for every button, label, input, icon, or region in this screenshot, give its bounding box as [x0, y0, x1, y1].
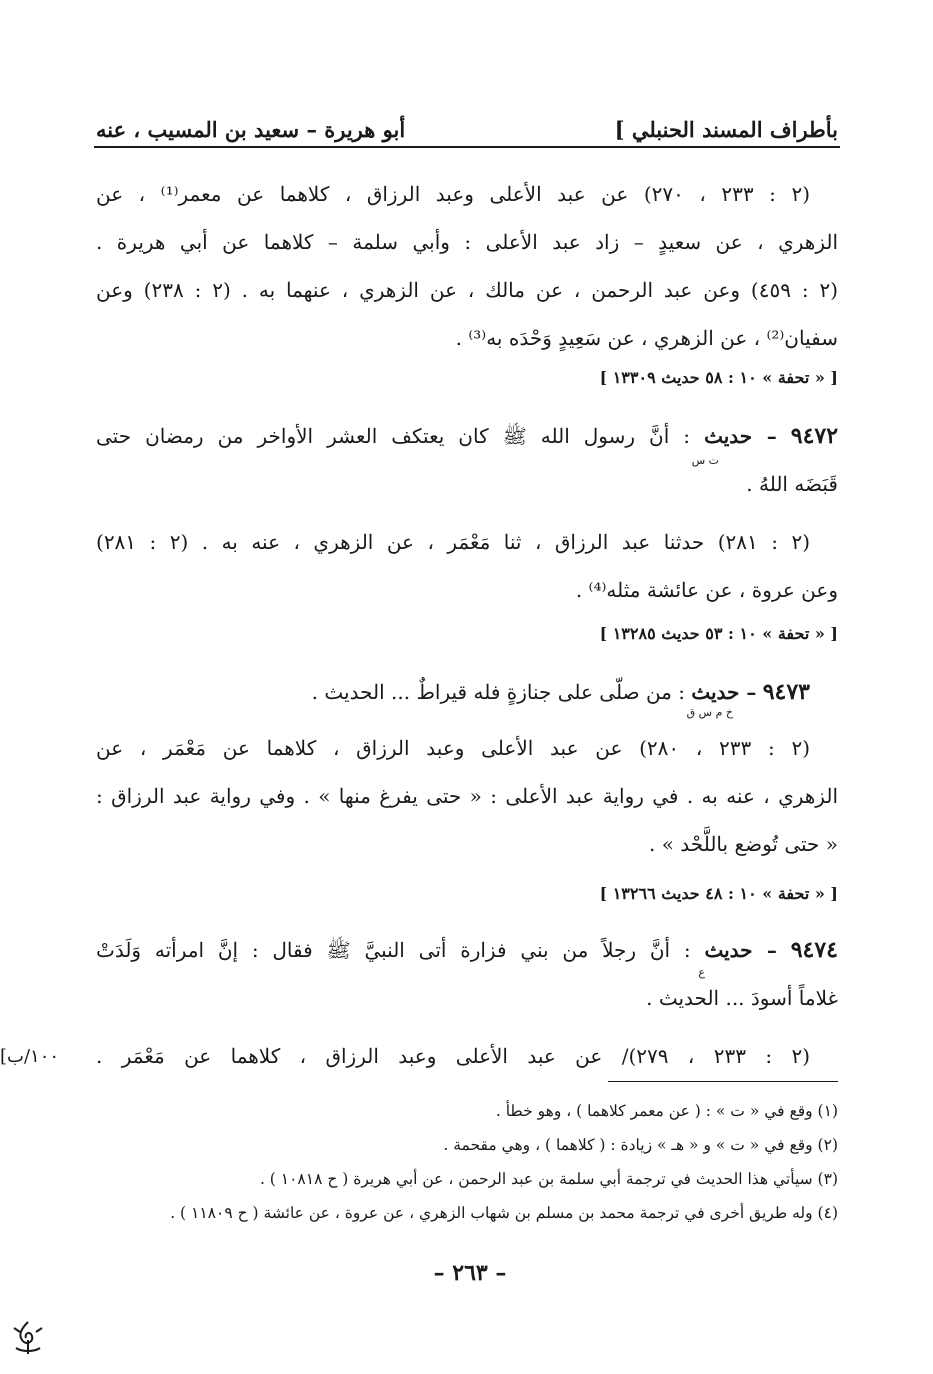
header-book-title: بأطراف المسند الحنبلي ]	[614, 117, 838, 142]
tuhfa-reference: [ « تحفة » ١٠ : ٥٣ حديث ١٣٢٨٥ ]	[599, 624, 838, 643]
text-line: (٢ : ٢٣٣ ، ٢٨٠) عن عبد الأعلى وعبد الرزاق ، كلاهما عن مَعْمَر ، عن	[96, 736, 811, 760]
footnote: (٣) سيأتي هذا الحديث في ترجمة أبي سلمة بن عبد الرحمن ، عن أبي هريرة ( ح ١٠٨١٨ ) .	[259, 1170, 838, 1188]
text-line: سفيان⁽²⁾ ، عن الزهري ، عن سَعِيدٍ وَحْدَه به⁽³⁾ .	[455, 326, 838, 350]
footnote: (٢) وقع في « ت » و « هـ » زيادة : ( كلاهما ) ، وهي مقحمة .	[443, 1136, 838, 1154]
manuscript-folio-marker: [١٠٠/ب	[0, 1046, 60, 1067]
running-header	[96, 102, 838, 142]
sigla-marks: ع	[698, 966, 705, 979]
text-line: (٢ : ٢٣٣ ، ٢٧٠) عن عبد الأعلى وعبد الرزاق ، كلاهما عن معمر⁽¹⁾ ، عن	[96, 182, 810, 206]
page-number: – ٢٦٣ –	[433, 1260, 507, 1286]
text-line: (٢ : ٢٨١) حدثنا عبد الرزاق ، ثنا مَعْمَر ، عن الزهري ، عنه به . (٢ : ٢٨١)	[96, 530, 811, 554]
text-line: وعن عروة ، عن عائشة مثله⁽⁴⁾ .	[575, 578, 838, 602]
hadith-label: – حديث	[691, 680, 757, 704]
isnad-paragraph-9473	[96, 724, 838, 868]
sigla-marks: ت س	[691, 454, 719, 467]
header-subject: أبو هريرة – سعيد بن المسيب ، عنه	[96, 117, 406, 142]
hadith-9472	[96, 412, 838, 508]
tuhfa-reference: [ « تحفة » ١٠ : ٤٨ حديث ١٣٢٦٦ ]	[599, 884, 838, 903]
text-line: (٢ : ٤٥٩) وعن عبد الرحمن ، عن مالك ، عن الزهري ، عنهما به . (٢ : ٢٣٨) وعن	[96, 278, 839, 302]
text-line: (٢ : ٢٣٣ ، ٢٧٩)/ عن عبد الأعلى وعبد الرزاق ، كلاهما عن مَعْمَر .	[96, 1044, 811, 1068]
hadith-heading-line	[96, 412, 838, 460]
header-rule	[94, 146, 840, 148]
hadith-label: – حديث	[704, 424, 777, 448]
isnad-paragraph-9474	[96, 1032, 838, 1080]
isnad-paragraph-1	[96, 170, 838, 362]
sigla-marks: خ م س ق	[686, 706, 733, 719]
text-line: « حتى تُوضع باللَّحْد » .	[649, 832, 838, 856]
hadith-number: ٩٤٧٤	[790, 937, 838, 963]
hadith-number: ٩٤٧٢	[790, 423, 839, 449]
text-line: الزهري ، عنه به . في رواية عبد الأعلى : « حتى يفرغ منها » . وفي رواية عبد الرزاق :	[96, 784, 838, 808]
footnotes	[96, 1094, 838, 1230]
isnad-paragraph-9472	[96, 518, 838, 614]
text-line: الزهري ، عن سعيدٍ – زاد عبد الأعلى : وأبي سلمة – كلاهما عن أبي هريرة .	[96, 230, 838, 254]
hadith-heading-line	[96, 926, 838, 974]
hadith-text-line: قَبَضَه اللهُ .	[746, 472, 838, 496]
footnote: (١) وقع في « ت » : ( عن معمر كلاهما ) ، وهو خطأ .	[495, 1102, 838, 1120]
footnote: (٤) وله طريق أخرى في ترجمة محمد بن مسلم بن شهاب الزهري ، عن عروة ، عن عائشة ( ح ١١٨٠٩ ) .	[170, 1204, 838, 1222]
tuhfa-reference: [ « تحفة » ١٠ : ٥٨ حديث ١٣٣٠٩ ]	[599, 368, 838, 387]
hadith-text-line: غلاماً أسودَ ... الحديث .	[646, 986, 838, 1010]
hadith-label: – حديث	[704, 938, 777, 962]
footnote-separator	[608, 1081, 838, 1082]
hadith-text: : أنَّ رسول الله ﷺ كان يعتكف العشر الأواخر من رمضان حتى	[96, 424, 691, 448]
hadith-9474	[96, 926, 838, 1022]
hadith-text: : أنَّ رجلاً من بني فزارة أتى النبيَّ ﷺ فقال : إنَّ امرأته وَلَدَتْ	[96, 938, 691, 962]
hadith-text: : من صلّى على جنازةٍ فله قيراطٌ ... الحديث .	[311, 680, 685, 704]
hadith-number: ٩٤٧٣	[762, 679, 810, 705]
ornament-icon	[8, 1318, 48, 1358]
